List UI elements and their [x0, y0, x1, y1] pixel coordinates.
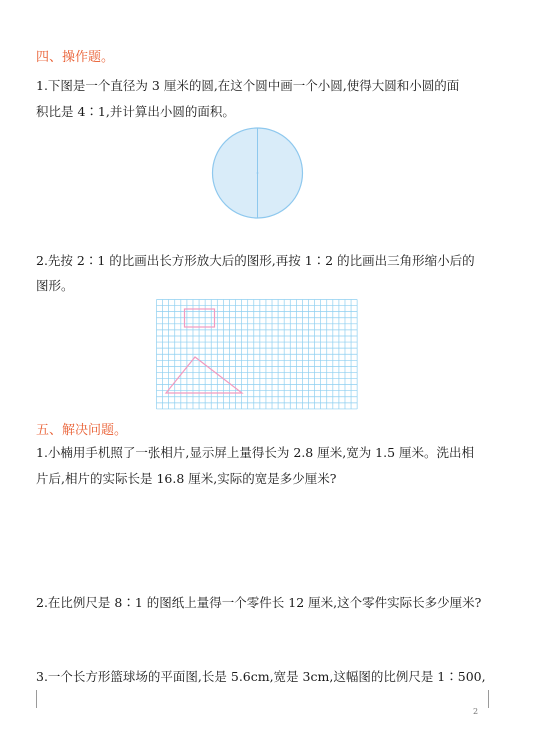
q5-1-line1: 1.小楠用手机照了一张相片,显示屏上量得长为 2.8 厘米,宽为 1.5 厘米。洗出相	[36, 445, 475, 460]
q4-2-line2: 图形。	[36, 278, 74, 293]
q4-2-line1: 2.先按 2∶1 的比画出长方形放大后的图形,再按 1∶2 的比画出三角形缩小后的	[36, 253, 475, 268]
grid-diagram	[155, 298, 360, 415]
q5-2-line1: 2.在比例尺是 8∶1 的图纸上量得一个零件长 12 厘米,这个零件实际长多少厘米?	[36, 595, 482, 610]
q5-3-line1: 3.一个长方形篮球场的平面图,长是 5.6cm,宽是 3cm,这幅图的比例尺是 1∶500,	[36, 669, 486, 684]
center-point	[257, 172, 259, 174]
q4-1-line2: 积比是 4∶1,并计算出小圆的面积。	[36, 104, 235, 119]
q4-1-line1: 1.下图是一个直径为 3 厘米的圆,在这个圆中画一个小圆,使得大圆和小圆的面	[36, 78, 460, 93]
page-number: 2	[473, 707, 479, 716]
triangle-shape	[166, 357, 242, 393]
circle-diagram	[210, 126, 305, 220]
section-title-5: 五、解决问题。	[36, 423, 128, 438]
q5-1-line2: 片后,相片的实际长是 16.8 厘米,实际的宽是多少厘米?	[36, 471, 337, 486]
crop-mark-left	[18, 690, 37, 708]
crop-mark-right	[488, 690, 507, 708]
section-title-4: 四、操作题。	[36, 50, 115, 65]
